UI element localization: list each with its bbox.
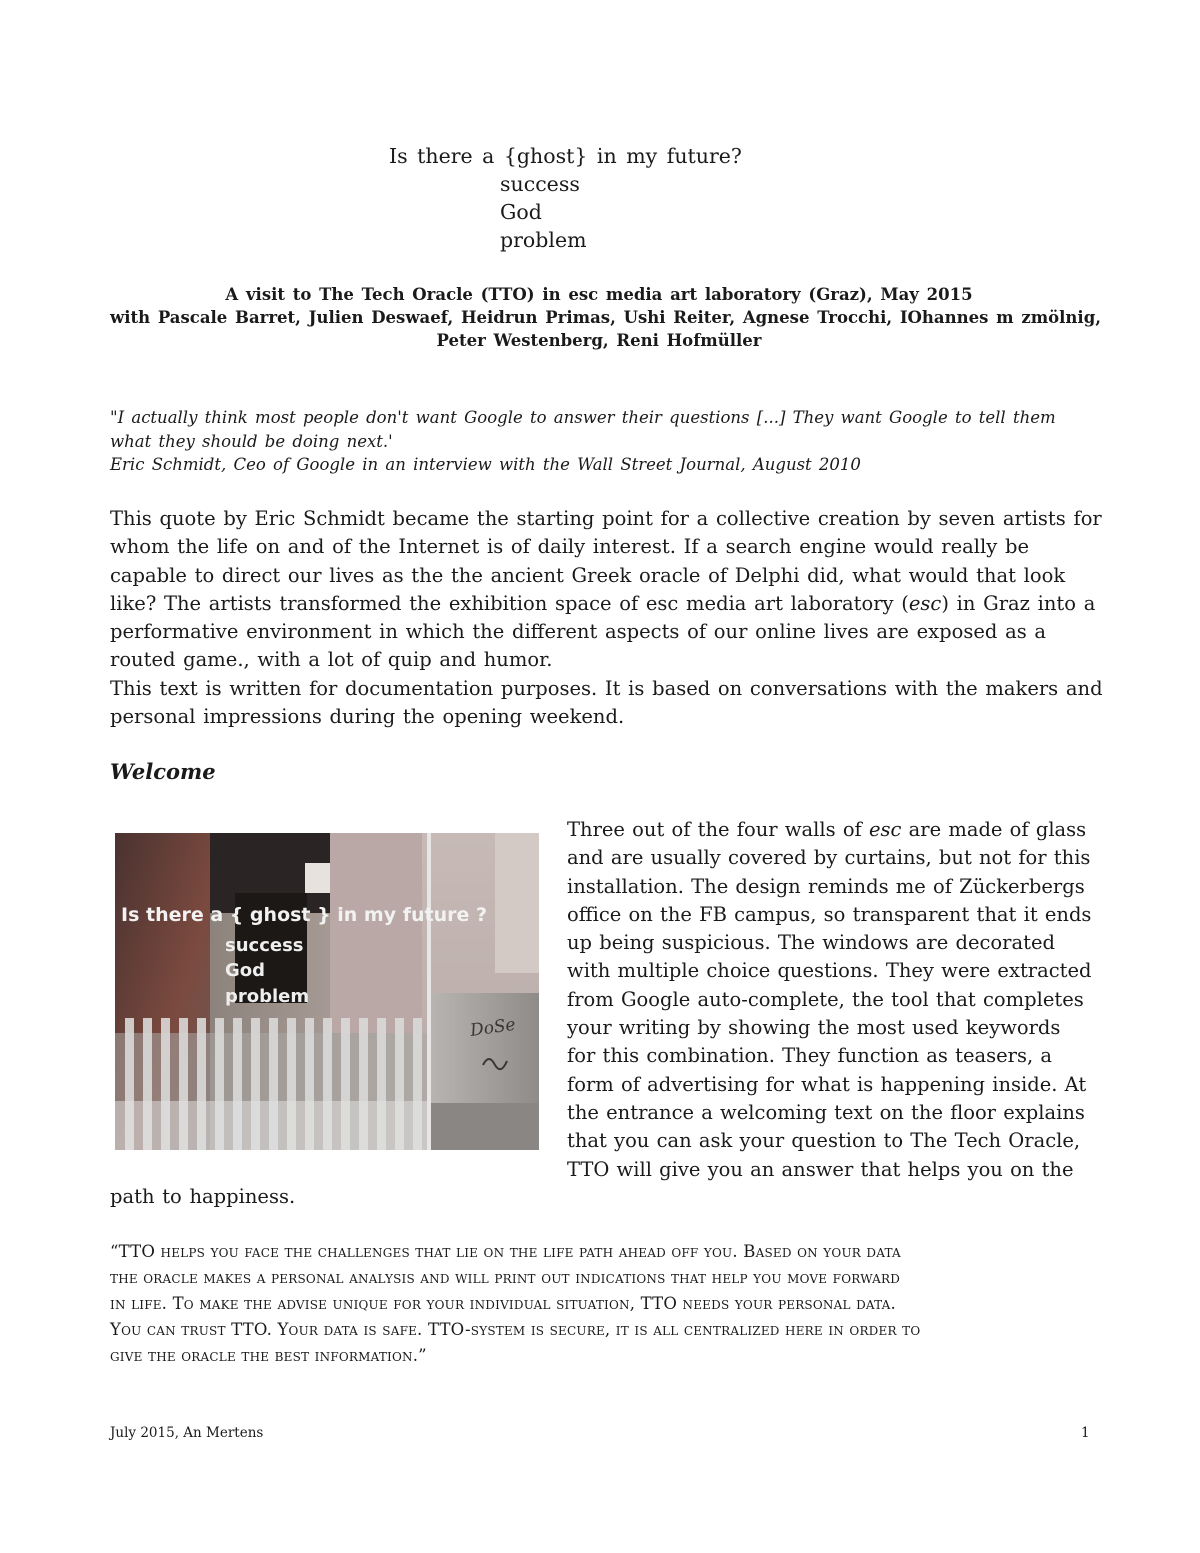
installation-photo	[115, 833, 539, 1150]
intro-paragraph	[110, 505, 1103, 731]
visit-line-3: Peter Westenberg, Reni Hofmüller	[436, 331, 762, 350]
intro-line-part: like? The artists transformed the exhibition space of esc media art laboratory (	[110, 591, 909, 615]
intro-line: performative environment in which the different aspects of our online lives are exposed as a	[110, 620, 1047, 644]
photo-sign-line-4: problem	[225, 986, 310, 1007]
welcome-line: up being suspicious. The windows are decorated	[567, 931, 1055, 955]
welcome-line: that you can ask your question to The Tech Oracle,	[567, 1129, 1081, 1153]
tto-quote-line: in life. To make the advise unique for your individual situation, TTO needs your personal data.	[110, 1294, 896, 1313]
tto-quote-line: the oracle makes a personal analysis and will print out indications that help you move forward	[110, 1268, 901, 1287]
tto-quote-line: You can trust TTO. Your data is safe. TTO-system is secure, it is all centralized here in order to	[110, 1320, 921, 1339]
photo-sign-line-2: success	[225, 935, 304, 956]
intro-line: capable to direct our lives as the the ancient Greek oracle of Delphi did, what would that look	[110, 563, 1066, 587]
poem-line-3: God	[500, 200, 542, 224]
section-heading-welcome: Welcome	[110, 759, 216, 784]
welcome-line-part: are made of glass	[901, 818, 1087, 841]
footer-author-date: July 2015, An Mertens	[110, 1425, 264, 1441]
poem-line-2: success	[500, 172, 580, 196]
welcome-line: the entrance a welcoming text on the floor explains	[567, 1100, 1085, 1124]
esc-italic: esc	[868, 818, 902, 841]
title-poem	[389, 142, 742, 254]
photo-sign-line-3: God	[225, 960, 266, 981]
welcome-line: office on the FB campus, so transparent that it ends	[567, 902, 1092, 926]
quote-source: Eric Schmidt, Ceo of Google in an interview with the Wall Street Journal, August 2010	[110, 455, 861, 474]
poem-line-4: problem	[500, 228, 587, 252]
visit-line-1: A visit to The Tech Oracle (TTO) in esc media art laboratory (Graz), May 2015	[225, 285, 973, 304]
page-number: 1	[1081, 1425, 1090, 1441]
tto-quote-line: “TTO helps you face the challenges that lie on the life path ahead off you. Based on your data	[110, 1242, 901, 1261]
photo-graffiti: DoSe	[468, 1014, 517, 1041]
intro-line: This text is written for documentation purposes. It is based on conversations with the makers and	[110, 676, 1103, 700]
tto-quote-line: give the oracle the best information.”	[110, 1346, 427, 1365]
welcome-line: installation. The design reminds me of Zückerbergs	[567, 874, 1085, 898]
poem-line-1: Is there a {ghost} in my future?	[389, 144, 742, 168]
welcome-line	[567, 816, 1092, 844]
welcome-line: for this combination. They function as teasers, a	[567, 1044, 1053, 1068]
visit-line-2: with Pascale Barret, Julien Deswaef, Heidrun Primas, Ushi Reiter, Agnese Trocchi, IOhannes m zmölnig,	[110, 308, 1101, 327]
welcome-tail-line: path to happiness.	[110, 1185, 296, 1208]
tto-quote	[110, 1239, 1095, 1369]
welcome-line: with multiple choice questions. They were extracted	[567, 959, 1092, 983]
intro-line: personal impressions during the opening weekend.	[110, 705, 625, 729]
esc-italic: esc	[908, 591, 942, 615]
welcome-line: form of advertising for what is happening inside. At	[567, 1072, 1087, 1096]
visit-credits	[110, 283, 1101, 352]
welcome-line: from Google auto-complete, the tool that completes	[567, 987, 1084, 1011]
quote-text: "I actually think most people don't want Google to answer their questions [...] They want Google to tell them what they should be doing next.'	[110, 408, 1056, 451]
intro-line: whom the life on and of the Internet is of daily interest. If a search engine would really be	[110, 535, 1029, 559]
intro-line	[110, 590, 1095, 618]
welcome-line-part: Three out of the four walls of	[567, 818, 869, 841]
intro-line: routed game., with a lot of quip and humor.	[110, 648, 553, 672]
photo-sign-line-1: Is there a { ghost } in my future ?	[121, 904, 488, 926]
welcome-line: and are usually covered by curtains, but not for this	[567, 846, 1091, 870]
welcome-line: TTO will give you an answer that helps you on the	[567, 1157, 1074, 1181]
welcome-paragraph	[567, 816, 1092, 1184]
intro-line: This quote by Eric Schmidt became the starting point for a collective creation by seven artists for	[110, 507, 1102, 530]
schmidt-quote	[110, 406, 1090, 477]
welcome-line: your writing by showing the most used keywords	[567, 1016, 1061, 1040]
intro-line-part: ) in Graz into a	[941, 591, 1096, 615]
